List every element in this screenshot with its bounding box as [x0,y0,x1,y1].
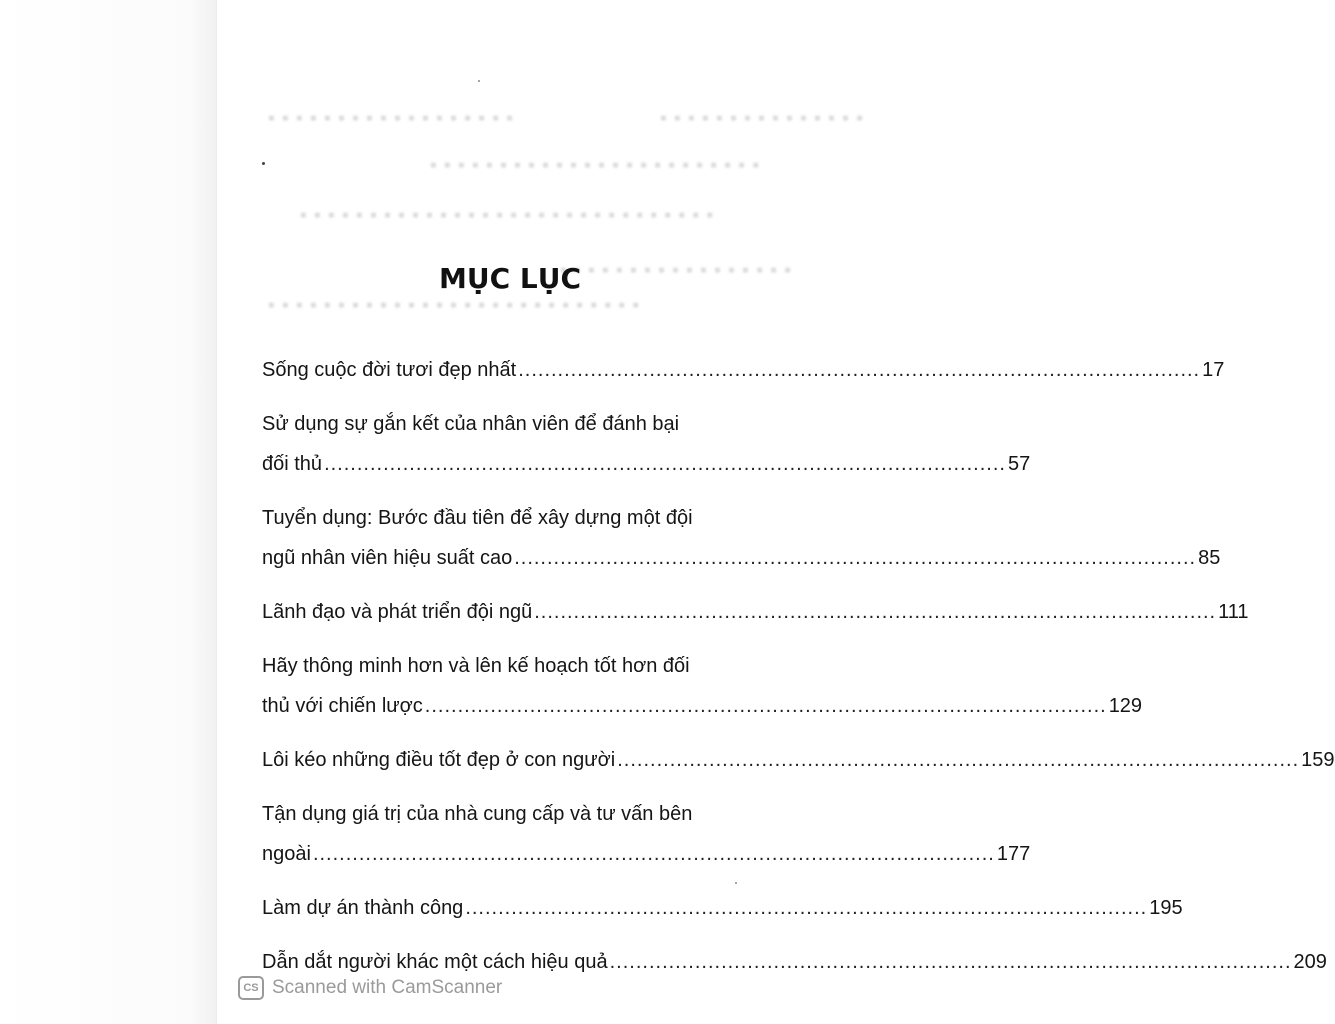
toc-page-number: 195 [1149,897,1183,919]
toc-entry[interactable] [262,740,1335,780]
camscanner-watermark [238,976,502,1000]
toc-entry[interactable] [262,592,1249,632]
bleed-through-line: ▪ ▪ ▪ ▪ ▪ ▪ ▪ ▪ ▪ ▪ ▪ ▪ ▪ ▪ ▪ [660,108,864,129]
toc-entry-title: Sống cuộc đời tươi đẹp nhất [262,359,517,381]
toc-entry-line [262,686,1143,726]
toc-entry-title: Dẫn dắt người khác một cách hiệu quả [262,951,608,973]
toc-entry[interactable] [262,794,1031,874]
toc-page-number: 209 [1293,951,1327,973]
bleed-through-line: ▪ ▪ ▪ ▪ ▪ ▪ ▪ ▪ ▪ ▪ ▪ ▪ ▪ ▪ ▪ ▪ ▪ ▪ ▪ ▪ ▪ ▪ ▪ ▪ [430,155,761,176]
toc-entry-line [262,740,1335,780]
dot-leader [465,888,1147,928]
page-gutter-line [216,0,217,1024]
toc-entry-line [262,592,1249,632]
dot-leader [514,538,1196,578]
toc-page-number: 85 [1198,547,1221,569]
toc-entry-title-line1: Hãy thông minh hơn và lên kế hoạch tốt hơn đối [262,655,690,677]
bleed-through-line: ▪ ▪ ▪ ▪ ▪ ▪ ▪ ▪ ▪ ▪ ▪ ▪ ▪ ▪ ▪ ▪ ▪ ▪ ▪ ▪ ▪ ▪ ▪ ▪ ▪ ▪ ▪ ▪ ▪ ▪ [300,205,715,226]
toc-entry[interactable] [262,888,1183,928]
toc-entry-title: ngoài [262,843,311,865]
toc-page-number: 159 [1301,749,1335,771]
toc-entry-line [262,350,1225,390]
toc-heading [0,262,1024,295]
toc-entry-line [262,404,722,444]
dot-leader [324,444,1006,484]
toc-entry[interactable] [262,404,1031,484]
toc-entry-title: Lôi kéo những điều tốt đẹp ở con người [262,749,616,771]
toc-entry-line [262,444,1031,484]
dot-leader [534,592,1216,632]
bleed-through-line: ▪ ▪ ▪ ▪ ▪ ▪ ▪ ▪ ▪ ▪ ▪ ▪ ▪ ▪ ▪ ▪ ▪ ▪ ▪ ▪ ▪ ▪ ▪ ▪ ▪ ▪ ▪ [268,295,641,316]
toc-entry-title: thủ với chiến lược [262,695,423,717]
toc-entry-title: ngũ nhân viên hiệu suất cao [262,547,513,569]
dot-leader [313,834,995,874]
toc-entry-title-line1: Tuyển dụng: Bước đầu tiên để xây dựng một đội [262,507,693,529]
toc-entry-line [262,646,722,686]
scan-speck [478,80,480,82]
dot-leader [518,350,1200,390]
toc-page-number: 17 [1202,359,1225,381]
toc-entry[interactable] [262,498,1221,578]
toc-entry-title: Lãnh đạo và phát triển đội ngũ [262,601,533,623]
toc-entry-line [262,888,1183,928]
toc-entry-line [262,794,722,834]
bleed-through-line: ▪ ▪ ▪ ▪ ▪ ▪ ▪ ▪ ▪ ▪ ▪ ▪ ▪ ▪ ▪ ▪ ▪ [560,260,792,281]
scan-speck [735,882,737,884]
watermark-text: Scanned with CamScanner [272,977,503,998]
camscanner-logo-icon: CS [238,976,264,1000]
dot-leader [617,740,1299,780]
bleed-through-line: ▪ ▪ ▪ ▪ ▪ ▪ ▪ ▪ ▪ ▪ ▪ ▪ ▪ ▪ ▪ ▪ ▪ ▪ [268,108,514,129]
toc-entry-title-line1: Sử dụng sự gắn kết của nhân viên để đánh bại [262,413,680,435]
dot-leader [610,942,1292,982]
toc-entry[interactable] [262,646,1143,726]
toc-page-number: 111 [1218,601,1249,623]
toc-entry[interactable] [262,350,1225,390]
left-page-edge [0,0,216,1024]
toc-page-number: 177 [996,843,1031,865]
toc-page-number: 57 [1007,453,1031,475]
toc-page-number: 129 [1108,695,1143,717]
table-of-contents [262,350,1335,982]
toc-entry-line [262,498,722,538]
toc-entry-title: Làm dự án thành công [262,897,464,919]
toc-heading-text: MỤC LỤC [438,262,582,295]
toc-entry-title: đối thủ [262,453,323,475]
toc-entry-title-line1: Tận dụng giá trị của nhà cung cấp và tư vấn bên [262,803,693,825]
toc-entry-line [262,538,1221,578]
dot-leader [425,686,1107,726]
scan-speck [262,162,265,165]
toc-entry-line [262,834,1031,874]
